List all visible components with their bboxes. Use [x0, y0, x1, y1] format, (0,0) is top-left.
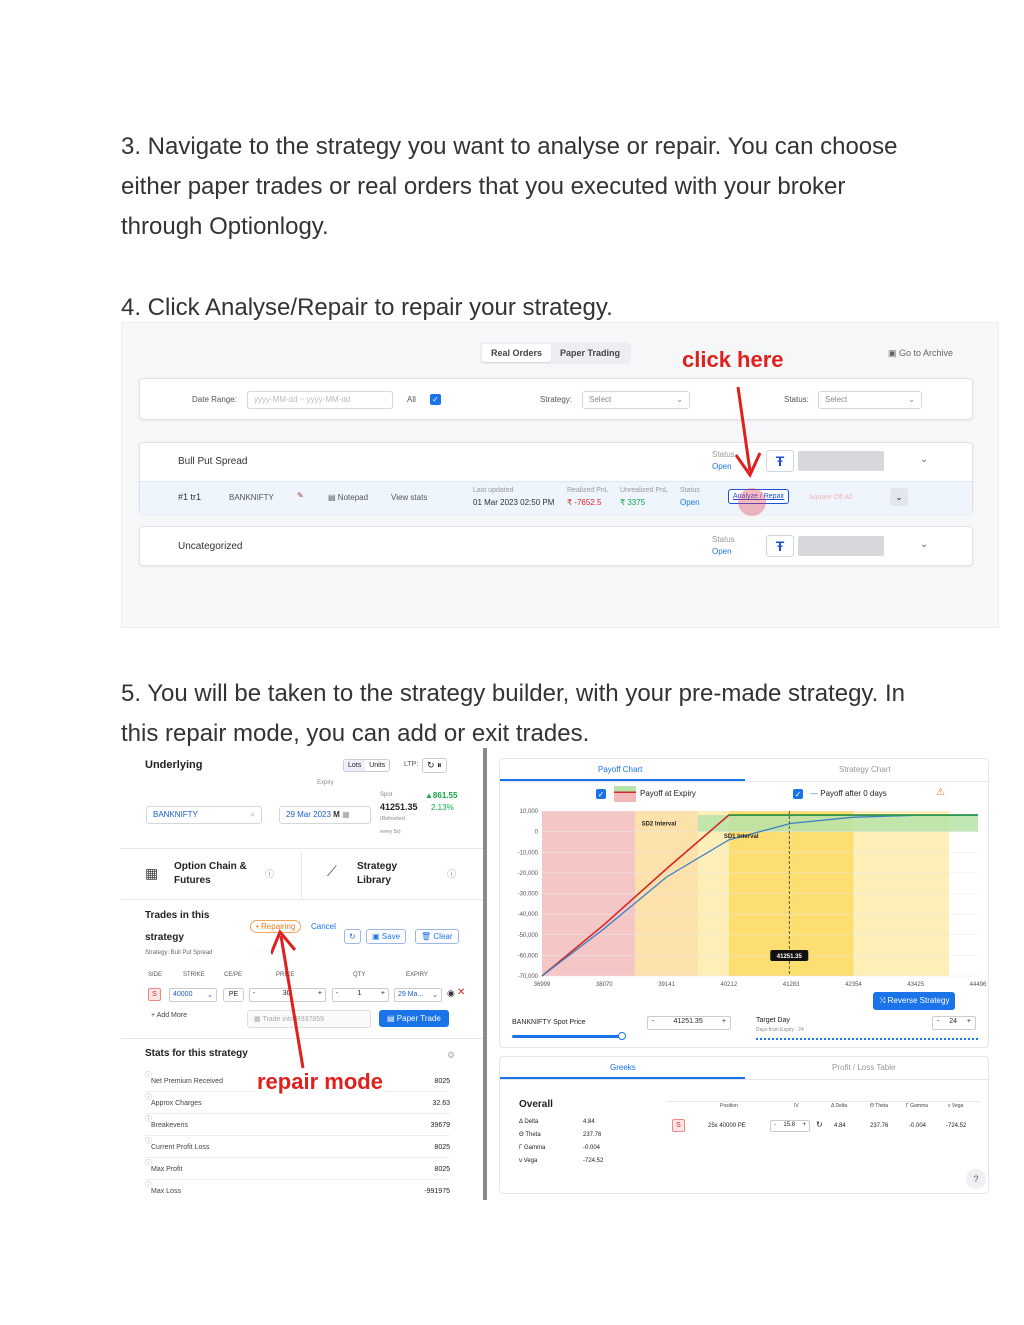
greek-value: 4.84: [583, 1119, 595, 1125]
spot-price-stepper[interactable]: - 41251.35 +: [647, 1016, 731, 1030]
calendar-icon: ▦: [342, 810, 350, 819]
builder-screenshot: [121, 748, 999, 1200]
unrealized-pnl-value: ₹ 3375: [620, 498, 646, 507]
visibility-icon[interactable]: ◉: [447, 988, 455, 998]
x-tick-label: 43425: [907, 982, 925, 988]
edit-icon[interactable]: ✎: [297, 491, 304, 500]
tab-profit-loss-table[interactable]: Profit / Loss Table: [832, 1063, 896, 1072]
click-indicator: [738, 488, 766, 516]
reset-icon[interactable]: ↻: [816, 1120, 823, 1129]
days-from-expiry: Days from Expiry : 24: [756, 1027, 804, 1033]
cancel-link[interactable]: Cancel: [311, 922, 336, 931]
target-day-label: Target Day: [756, 1017, 790, 1024]
overall-greek-row: [519, 1119, 639, 1125]
row-expand-button[interactable]: [890, 488, 908, 506]
stat-value: -991975: [424, 1188, 450, 1195]
pane-scrollbar[interactable]: [483, 748, 487, 1200]
legend-expiry: Payoff at Expiry: [640, 789, 696, 798]
stat-label: Breakevens: [151, 1122, 188, 1129]
x-tick-label: 40212: [720, 982, 738, 988]
strike-select[interactable]: 40000 ⌄: [169, 988, 217, 1002]
ltp-label: LTP:: [404, 761, 419, 768]
stat-label: Max Loss: [151, 1188, 181, 1195]
expiry-label: Expiry: [317, 780, 334, 786]
chart-line-icon: ⟋: [327, 863, 337, 879]
table-icon: ▦: [145, 865, 159, 881]
row-id: #1 tr1: [178, 492, 202, 502]
shuffle-icon: ⤨: [879, 996, 886, 1005]
help-button[interactable]: ?: [966, 1169, 986, 1189]
overall-greek-row: [519, 1132, 639, 1138]
stat-value: 39679: [430, 1122, 450, 1129]
strategy-name: Strategy: Bull Put Spread: [145, 950, 213, 956]
payoff-chart-panel: [499, 758, 989, 1048]
info-icon[interactable]: ⓘ: [145, 1138, 152, 1145]
step-4-text: 4. Click Analyse/Repair to repair your strategy.: [121, 294, 613, 321]
y-tick-label: -60,000: [517, 953, 538, 960]
tab-paper-trading[interactable]: Paper Trading: [560, 348, 621, 358]
spot-value: 41251.35: [380, 802, 418, 812]
group-status-label: Status: [712, 535, 735, 544]
tab-strategy-chart[interactable]: Strategy Chart: [839, 765, 891, 774]
info-icon[interactable]: ⓘ: [145, 1094, 152, 1101]
greek-delta: 4.84: [834, 1123, 846, 1129]
repair-mode-annotation: repair mode: [257, 1069, 383, 1094]
strategy-filter-label: Strategy:: [540, 395, 573, 404]
iv-stepper[interactable]: - 15.8 +: [770, 1120, 810, 1132]
redacted-bar: [798, 536, 884, 556]
greek-side-badge: S: [672, 1119, 685, 1132]
stat-label: Max Profit: [151, 1166, 183, 1173]
underlying-title: Underlying: [145, 759, 203, 771]
info-icon[interactable]: ⓘ: [145, 1072, 152, 1079]
greek-label: ν Vega: [519, 1158, 538, 1164]
stat-label: Net Premium Received: [151, 1078, 223, 1085]
side-toggle[interactable]: S: [148, 988, 161, 1001]
chevron-down-icon: ⌄: [207, 992, 213, 999]
stat-row: [145, 1114, 450, 1136]
y-tick-label: -30,000: [517, 891, 538, 898]
notebook-icon: ▤: [387, 1014, 395, 1023]
status-filter-label: Status:: [784, 395, 809, 404]
group-status-value: Open: [712, 547, 732, 556]
x-tick-label: 36999: [533, 982, 551, 988]
realized-pnl-value: ₹ -7652.5: [567, 498, 602, 507]
square-off-link[interactable]: Square Off All: [809, 494, 853, 501]
spot-slider-handle[interactable]: [618, 1032, 626, 1040]
row-status-label: Status: [680, 487, 700, 494]
broker-logo-icon: Ŧ: [766, 450, 794, 472]
y-tick-label: -40,000: [517, 912, 538, 919]
row-symbol: BANKNIFTY: [229, 493, 274, 502]
profit-region: [698, 815, 978, 832]
strategy-library-button[interactable]: Strategy Library: [357, 861, 398, 886]
save-icon: ▣: [372, 932, 380, 941]
spot-price-label: BANKNIFTY Spot Price: [512, 1019, 586, 1026]
search-icon: ⌕: [250, 810, 255, 819]
chevron-down-icon[interactable]: ⌄: [920, 454, 929, 465]
overall-greek-row: [519, 1145, 639, 1151]
save-button[interactable]: ▣ Save: [366, 929, 406, 944]
days-legend-checkbox[interactable]: ✓: [794, 790, 802, 799]
stat-label: Approx Charges: [151, 1100, 202, 1107]
target-day-slider[interactable]: [756, 1038, 978, 1040]
unrealized-pnl-label: Unrealized PnL: [620, 487, 668, 494]
info-icon[interactable]: ⓘ: [447, 869, 457, 879]
plus-icon: +: [151, 1012, 156, 1019]
refresh-icon: ↻: [349, 932, 356, 941]
notepad-icon: ▤: [328, 493, 336, 502]
notepad-button[interactable]: ▤ Notepad: [328, 493, 369, 502]
view-stats-link[interactable]: View stats: [391, 493, 428, 502]
qty-stepper[interactable]: - 1 +: [332, 988, 389, 1002]
expiry-select[interactable]: 29 Mar 2023 M ▦: [279, 806, 371, 824]
orders-tab-group: [480, 342, 631, 364]
last-updated-label: Last updated: [473, 487, 514, 494]
greek-position: 25x 40000 PE: [708, 1123, 746, 1129]
group-name: Uncategorized: [178, 541, 243, 552]
step-3-text: 3. Navigate to the strategy you want to analyse or repair. You can choose either paper trades or real orders that you executed with your broker through Optionlogy.: [121, 133, 898, 240]
tab-greeks[interactable]: Greeks: [610, 1063, 636, 1072]
type-toggle[interactable]: PE: [223, 988, 244, 1002]
greek-value: -724.52: [583, 1158, 604, 1164]
step-5-text: 5. You will be taken to the strategy builder, with your pre-made strategy. In this repair mode, you can add or exit trades.: [121, 680, 905, 747]
expiry-legend-checkbox[interactable]: ✓: [597, 790, 605, 799]
click-here-annotation: click here: [682, 347, 784, 372]
broker-logo-icon: Ŧ: [766, 535, 794, 557]
greek-theta: 237.76: [870, 1123, 889, 1129]
row-status-value: Open: [680, 498, 700, 507]
archive-icon: ▣: [888, 348, 897, 358]
click-arrow-icon: [722, 383, 772, 483]
chevron-down-icon: ⌄: [432, 992, 438, 999]
symbol-input[interactable]: BANKNIFTY ⌕: [146, 806, 262, 824]
archive-link[interactable]: ▣ Go to Archive: [888, 348, 954, 358]
builder-left-pane: Underlying Lots Units LTP: ↻ ⏸ Expiry BANKNIFTY ⌕ 29 Mar 2023 M ▦ Spot 41251.35 ▲861.55 2.13% (Refreshed every 5s) ▦ Option Chain & Futures ⓘ ⟋ Strategy Library ⓘ Trades in this strategy • Repairing Cancel ↻ ▣ Save 🗑 Clear Strategy: Bull Put Spread SIDE STRIKE CE/PE PRICE QTY EXPIRY S 40000 ⌄ PE - 30 + - 1 + 29 Ma... ⌄ ◉ ✕ + Add More ▦ Trade into R937859 ▤ Paper Trade Stats for this strategy ⚙ Net Premium Received ⓘ 8025 Approx Charges ⓘ 32.63 Breakevens ⓘ 39679 Current Profit Loss ⓘ 8025 Max Profit ⓘ 8025 Max Loss ⓘ -991975 repair mode: [121, 748, 483, 1200]
strategy-group-uncategorized: [139, 526, 973, 566]
stats-title: Stats for this strategy: [145, 1048, 248, 1059]
option-chain-button[interactable]: Option Chain & Futures: [174, 861, 247, 886]
warning-icon[interactable]: ⚠: [936, 787, 945, 798]
y-tick-label: -10,000: [517, 850, 538, 857]
sd2-label: SD2 Interval: [641, 821, 677, 828]
settings-icon[interactable]: ⚙: [447, 1050, 456, 1060]
status-filter-select[interactable]: Select ⌄: [818, 391, 922, 409]
date-range-label: Date Range:: [192, 395, 237, 404]
stat-row: [145, 1180, 450, 1200]
refresh-button[interactable]: [344, 929, 361, 944]
table-row: [140, 481, 972, 514]
y-tick-label: 10,000: [519, 809, 538, 815]
pause-icon: ⏸: [437, 760, 442, 770]
repair-arrow-icon: [271, 928, 321, 1072]
greek-value: 237.76: [583, 1132, 602, 1138]
y-tick-label: -50,000: [517, 932, 538, 939]
x-tick-label: 39141: [658, 982, 675, 988]
refresh-pause-controls[interactable]: [422, 758, 447, 773]
greek-label: Γ Gamma: [519, 1145, 546, 1151]
x-tick-label: 38070: [595, 982, 613, 988]
lots-units-toggle[interactable]: [343, 759, 390, 772]
payoff-chart: [500, 801, 990, 991]
spot-change-pct: 2.13%: [431, 803, 454, 812]
stat-row: [145, 1136, 450, 1158]
info-icon[interactable]: ⓘ: [145, 1116, 152, 1123]
info-icon[interactable]: ⓘ: [145, 1182, 152, 1189]
refresh-note-1: (Refreshed: [380, 816, 405, 822]
spot-label: Spot: [380, 792, 393, 798]
all-checkbox[interactable]: ✓: [430, 394, 441, 405]
overall-title: Overall: [519, 1099, 553, 1110]
trades-title-2: strategy: [145, 932, 184, 943]
date-range-input[interactable]: yyyy-MM-dd ~ yyyy-MM-dd: [247, 391, 393, 409]
clear-button[interactable]: 🗑 Clear: [415, 929, 459, 944]
price-stepper[interactable]: - 30 +: [249, 988, 326, 1002]
orders-screenshot: [121, 322, 999, 628]
x-tick-label: 41283: [782, 982, 800, 988]
tab-payoff-chart[interactable]: Payoff Chart: [598, 765, 643, 774]
all-label: All: [407, 395, 416, 404]
greek-vega: -724.52: [946, 1123, 967, 1129]
paper-trade-button[interactable]: ▤ Paper Trade: [379, 1010, 449, 1027]
chevron-down-icon: ⌄: [895, 492, 903, 502]
reverse-strategy-button[interactable]: ⤨ Reverse Strategy: [873, 992, 955, 1010]
greeks-panel: Greeks Profit / Loss Table Overall Δ Delta 4.84 Θ Theta 237.76 Γ Gamma -0.004 ν Vega -724.52 Position IV Δ Delta Θ Theta Γ Gamma ν Vega S 25x 40000 PE - 15.8 + ↻ 4.84 237.76 -0.004 -724.52 ?: [499, 1056, 989, 1194]
refresh-note-2: every 5s): [380, 829, 401, 835]
stat-value: 8025: [434, 1078, 450, 1085]
stat-value: 8025: [434, 1144, 450, 1151]
group-status-label: Status: [712, 450, 735, 459]
greek-value: -0.004: [583, 1145, 601, 1151]
trash-icon: 🗑: [421, 932, 432, 941]
expiry-row-select[interactable]: 29 Ma... ⌄: [394, 988, 442, 1002]
group-name: Bull Put Spread: [178, 456, 248, 467]
x-tick-label: 42354: [845, 982, 862, 988]
trade-into-select[interactable]: ▦ Trade into R937859: [247, 1010, 371, 1028]
refresh-icon: ↻: [427, 760, 435, 770]
add-more-button[interactable]: + Add More: [151, 1012, 188, 1019]
greek-gamma: -0.004: [909, 1123, 927, 1129]
spot-change: ▲861.55: [425, 791, 458, 800]
lots-option[interactable]: Lots: [344, 760, 365, 771]
y-tick-label: 0: [534, 829, 538, 836]
overall-greek-row: [519, 1158, 639, 1164]
repairing-badge: • Repairing: [250, 920, 301, 933]
strategy-group-bull-put-spread: [139, 442, 973, 514]
trades-title-1: Trades in this: [145, 910, 210, 921]
info-icon[interactable]: ⓘ: [145, 1160, 152, 1167]
realized-pnl-label: Realized PnL: [567, 487, 609, 494]
analyze-repair-button[interactable]: Analyze / Repair: [728, 489, 789, 504]
legend-days: — Payoff after 0 days: [810, 789, 887, 798]
info-icon[interactable]: ⓘ: [265, 869, 275, 879]
chevron-down-icon: ⌄: [676, 395, 683, 404]
last-updated-value: 01 Mar 2023 02:50 PM: [473, 498, 555, 507]
tab-real-orders[interactable]: Real Orders: [482, 344, 551, 362]
stat-value: 8025: [434, 1166, 450, 1173]
remove-trade-icon[interactable]: ✕: [457, 987, 466, 998]
filters-card: [139, 378, 973, 420]
stat-label: Current Profit Loss: [151, 1144, 210, 1151]
strategy-filter-select[interactable]: Select ⌄: [582, 391, 690, 409]
stat-value: 32.63: [432, 1100, 450, 1107]
sd1-label: SD1 Interval: [723, 833, 759, 840]
y-tick-label: -20,000: [517, 870, 538, 877]
spot-price-slider[interactable]: [512, 1035, 622, 1038]
group-status-value: Open: [712, 462, 732, 471]
chevron-down-icon[interactable]: ⌄: [920, 539, 929, 550]
target-day-stepper[interactable]: - 24 +: [932, 1016, 976, 1030]
redacted-bar: [798, 451, 884, 471]
stat-row: [145, 1092, 450, 1114]
x-tick-label: 44496: [969, 982, 987, 988]
spot-marker-label: 41251.35: [776, 954, 802, 960]
units-option[interactable]: Units: [369, 762, 386, 769]
chevron-down-icon: ⌄: [908, 395, 915, 404]
greek-label: Δ Delta: [519, 1119, 539, 1125]
greek-label: Θ Theta: [519, 1132, 541, 1138]
calendar-icon: ▦: [254, 1016, 261, 1023]
stat-row: [145, 1158, 450, 1180]
expiry-legend-swatch: [614, 786, 636, 802]
y-tick-label: -70,000: [517, 974, 538, 980]
